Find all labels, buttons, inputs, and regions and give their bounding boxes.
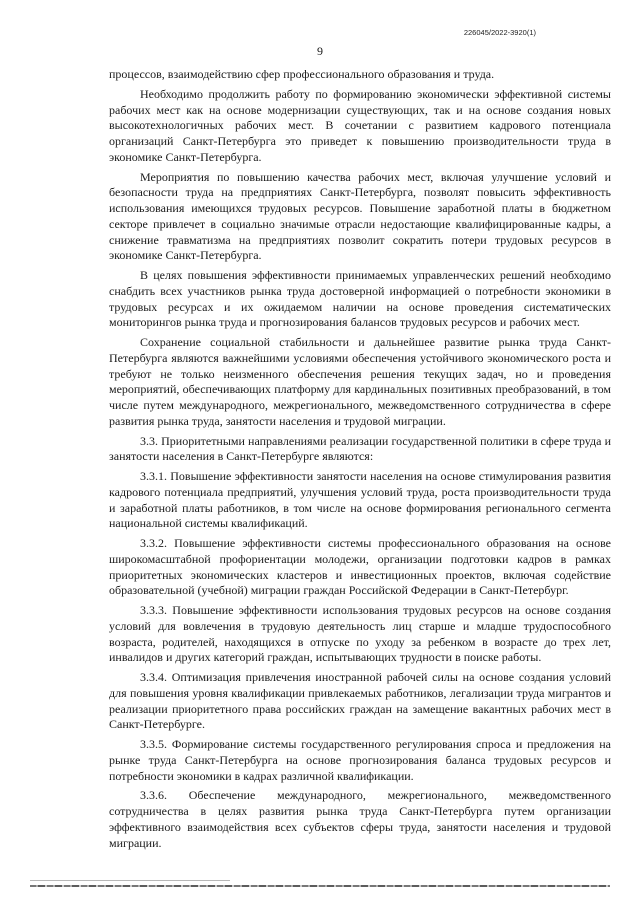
page-number: 9: [317, 44, 323, 58]
scan-artifact-line: [30, 885, 610, 887]
paragraph: Сохранение социальной стабильности и дальнейшее развитие рынка труда Санкт-Петербурга являются важнейшими условиями обеспечения устойчивого экономического роста и требуют не только неизменного обеспечения решения текущих задач, но и проведения мероприятий, обеспечивающих платформу для кардинальных позитивных преобразований, в том числе путем международного, межрегионального, межведомственного сотрудничества в сфере развития рынка труда, занятости населения и трудовой миграции.: [109, 335, 611, 428]
list-item-3-3-3: 3.3.3. Повышение эффективности использования трудовых ресурсов на основе создания условий для вовлечения в трудовую деятельность лиц старше и младше трудоспособного возраста, родителей, находящихся в отпуске по уходу за ребенком в возрасте до трех лет, инвалидов и других категорий граждан, испытывающих трудности в поиске работы.: [109, 603, 611, 665]
document-body: [109, 67, 611, 855]
list-item-3-3-6: 3.3.6. Обеспечение международного, межрегионального, межведомственного сотрудничества в целях развития рынка труда Санкт-Петербурга путем организации эффективного взаимодействия всех субъектов сферы труда, занятости населения и трудовой миграции.: [109, 788, 611, 850]
paragraph: В целях повышения эффективности принимаемых управленческих решений необходимо снабдить всех участников рынка труда достоверной информацией о потребности экономики в трудовых ресурсах и их ожидаемом наличии на основе проведения систематических мониторингов рынка труда и прогнозирования балансов трудовых ресурсов и рабочих мест.: [109, 268, 611, 330]
list-item-3-3-2: 3.3.2. Повышение эффективности системы профессионального образования на основе широкомасштабной профориентации молодежи, организации подготовки кадров в рамках приоритетных экономических кластеров и инвестиционных проектов, включая содействие образовательной (учебной) миграции граждан Российской Федерации в Санкт-Петербург.: [109, 536, 611, 598]
paragraph: Мероприятия по повышению качества рабочих мест, включая улучшение условий и безопасности труда на предприятиях Санкт-Петербурга, позволят повысить эффективность использования имеющихся трудовых ресурсов. Повышение заработной платы в бюджетном секторе привлечет в социально значимые отрасли недостающие квалифицированные кадры, а снижение травматизма на предприятиях позволит сократить потери трудовых ресурсов в экономике Санкт-Петербурга.: [109, 169, 611, 263]
scan-artifact-line: [30, 880, 230, 881]
paragraph: Необходимо продолжить работу по формированию экономически эффективной системы рабочих мест как на основе модернизации существующих, так и на основе создания новых высокотехнологичных рабочих мест. В сочетании с развитием кадрового потенциала организаций Санкт-Петербурга это приведет к повышению производительности труда в экономике Санкт-Петербурга.: [109, 86, 611, 164]
list-item-3-3-4: 3.3.4. Оптимизация привлечения иностранной рабочей силы на основе создания условий для повышения уровня квалификации привлекаемых работников, легализации труда мигрантов и реализации приоритетного права российских граждан на замещение вакантных рабочих мест в Санкт-Петербурге.: [109, 670, 611, 732]
document-id: 226045/2022-3920(1): [463, 28, 536, 37]
paragraph-continuation: процессов, взаимодействию сфер профессионального образования и труда.: [109, 67, 495, 81]
section-heading-3-3: 3.3. Приоритетными направлениями реализации государственной политики в сфере труда и занятости населения в Санкт-Петербурге являются:: [109, 433, 611, 464]
list-item-3-3-1: 3.3.1. Повышение эффективности занятости населения на основе стимулирования развития кадрового потенциала предприятий, улучшения условий труда, роста производительности труда и заработной платы работников, в том числе на основе формирования регионального сегмента национальной системы квалификаций.: [109, 469, 611, 531]
list-item-3-3-5: 3.3.5. Формирование системы государственного регулирования спроса и предложения на рынке труда Санкт-Петербурга на основе прогнозирования баланса трудовых ресурсов и потребности экономики в кадрах различной квалификации.: [109, 737, 611, 783]
